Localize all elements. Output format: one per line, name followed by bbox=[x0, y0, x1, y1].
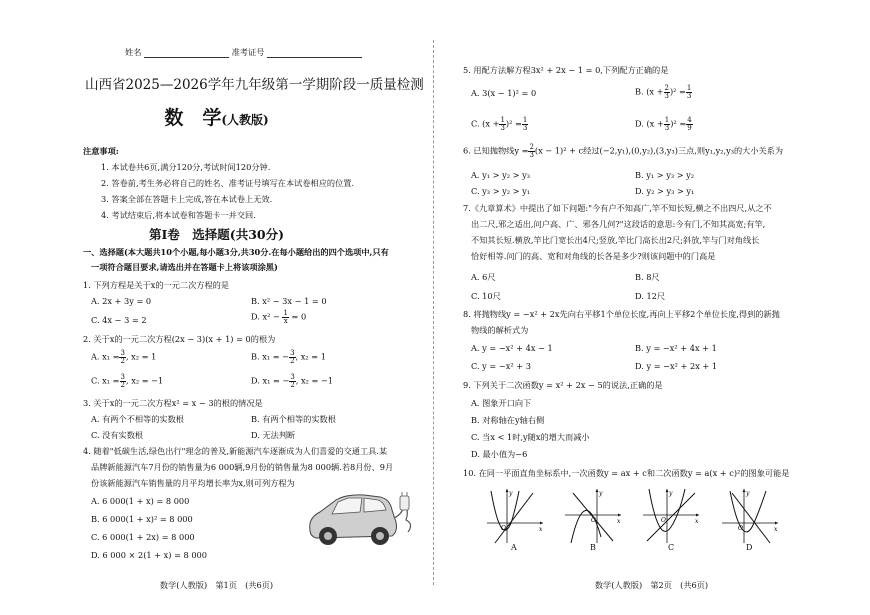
q6-option-a: A. y₁ > y₂ > y₃ bbox=[471, 170, 530, 180]
section-instruction: 一项符合题目要求,请选出并在答题卡上将该项涂黑) bbox=[91, 262, 278, 272]
q10-label-a: A bbox=[511, 543, 517, 552]
q8-option-a: A. y = −x² + 4x − 1 bbox=[471, 343, 553, 353]
q10-label-d: D bbox=[746, 543, 753, 552]
q10-label-b: B bbox=[590, 543, 596, 552]
footer-left: 数学(人教版) 第1页 (共6页) bbox=[159, 580, 274, 590]
q7-stem: 7.《九章算术》中提出了如下问题:"今有户不知高广,竿不知长短,横之不出四尺,从之不 bbox=[463, 203, 772, 213]
subject-title: 数 学 bbox=[164, 107, 222, 129]
q9-option-a: A. 图象开口向下 bbox=[471, 398, 532, 408]
q10-graph-a bbox=[485, 487, 545, 545]
svg-text:O: O bbox=[501, 525, 506, 532]
q1-option-a: A. 2x + 3y = 0 bbox=[91, 296, 152, 306]
q10-graph-c bbox=[641, 487, 701, 545]
q2-option-a: A. x₁ = $\frac{3}{2}$ , x₂ = 1 bbox=[91, 349, 157, 365]
q4-stem: 4. 随着"低碳生活,绿色出行"理念的普及,新能源汽车逐渐成为人们喜爱的交通工具.某 bbox=[83, 446, 388, 456]
q5-option-d: D. (x + $\frac{1}{3}$ )² = $\frac{4}{9}$ bbox=[635, 116, 692, 132]
name-label-row bbox=[125, 47, 362, 58]
svg-text:O: O bbox=[591, 517, 596, 524]
q5-option-c: C. (x + $\frac{1}{3}$ )² = $\frac{1}{3}$ bbox=[471, 116, 528, 132]
footer-right: 数学(人教版) 第2页 (共6页) bbox=[594, 580, 709, 590]
q8-option-c: C. y = −x² + 3 bbox=[471, 361, 531, 371]
subject-heading bbox=[0, 103, 433, 130]
q6-option-c: C. y₃ > y₂ > y₁ bbox=[471, 186, 531, 196]
q6-option-b: B. y₁ > y₃ > y₂ bbox=[635, 170, 695, 180]
q10-stem: 10. 在同一平面直角坐标系中,一次函数y = ax + c和二次函数y = a(x + c)²的图象可能是 bbox=[463, 468, 790, 478]
q2-stem: 2. 关于x的一元二次方程(2x − 3)(x + 1) = 0的根为 bbox=[83, 334, 276, 344]
q10-graph-d bbox=[720, 487, 780, 545]
q3-option-c: C. 没有实数根 bbox=[91, 430, 144, 440]
svg-text:O: O bbox=[738, 525, 743, 532]
q4-option-c: C. 6 000(1 + 2x) = 8 000 bbox=[91, 532, 195, 542]
name-blank bbox=[144, 48, 229, 58]
svg-text:x: x bbox=[695, 518, 699, 525]
q5-option-a: A. 3(x − 1)² = 0 bbox=[471, 88, 537, 98]
q8-stem: 8. 将抛物线y = −x² + 2x先向右平移1个单位长度,再向上平移2个单位长度,得到的新抛 bbox=[463, 309, 780, 319]
q3-stem: 3. 关于x的一元二次方程x² = x − 3的根的情况是 bbox=[83, 398, 263, 408]
section-title: 第Ⅰ卷 选择题(共30分) bbox=[148, 227, 285, 242]
notes-title: 注意事项: bbox=[83, 146, 119, 156]
svg-text:y: y bbox=[746, 490, 750, 497]
exam-no-label: 准考证号 bbox=[231, 47, 265, 57]
exam-no-blank bbox=[267, 48, 362, 58]
q9-option-c: C. 当x < 1时,y随x的增大而减小 bbox=[471, 432, 590, 442]
note-item: 1. 本试卷共6页,满分120分,考试时间120分钟. bbox=[101, 162, 271, 172]
q10-label-c: C bbox=[668, 543, 675, 552]
q7-stem: 恰好相等.问门的高、宽和对角线的长各是多少?则该问题中的门高是 bbox=[471, 251, 716, 261]
q7-stem: 不知其长短.横放,竿比门宽长出4尺;竖放,竿比门高长出2尺;斜放,竿与门对角线长 bbox=[471, 235, 760, 245]
q2-option-c: C. x₁ = $\frac{3}{2}$ , x₂ = −1 bbox=[91, 373, 164, 389]
svg-text:x: x bbox=[774, 526, 778, 533]
q8-stem: 物线的解析式为 bbox=[471, 325, 529, 335]
q9-option-d: D. 最小值为−6 bbox=[471, 449, 528, 459]
q4-option-b: B. 6 000(1 + x)² = 8 000 bbox=[91, 514, 193, 524]
q2-option-b: B. x₁ = − $\frac{3}{2}$ , x₂ = 1 bbox=[251, 349, 326, 365]
q2-option-d: D. x₁ = − $\frac{3}{2}$ , x₂ = −1 bbox=[251, 373, 334, 389]
edition-label: (人教版) bbox=[221, 113, 269, 127]
svg-text:y: y bbox=[599, 490, 603, 497]
q3-option-a: A. 有两个不相等的实数根 bbox=[91, 414, 184, 424]
q1-stem: 1. 下列方程是关于x的一元二次方程的是 bbox=[83, 280, 230, 290]
exam-title: 山西省2025—2026学年九年级第一学期阶段一质量检测 bbox=[85, 77, 424, 93]
note-item: 4. 考试结束后,将本试卷和答题卡一并交回. bbox=[101, 210, 256, 220]
q4-stem: 品牌新能源汽车7月份的销售量为6 000辆,9月份的销售量为8 000辆.若8月份、9月 bbox=[91, 462, 394, 472]
svg-text:x: x bbox=[617, 518, 621, 525]
note-item: 3. 答案全部在答题卡上完成,答在本试卷上无效. bbox=[101, 194, 273, 204]
q7-option-a: A. 6尺 bbox=[471, 272, 496, 282]
q7-stem: 出二尺,邪之适出,问户高、广、邪各几何?"这段话的意思:今有门,不知其高宽;有竿, bbox=[471, 219, 766, 229]
q4-option-a: A. 6 000(1 + x) = 8 000 bbox=[91, 496, 190, 506]
q10-graph-b bbox=[563, 487, 623, 545]
q6-stem: 6. 已知抛物线y = $\frac{2}{3}$ (x − 1)² + c经过(−2,y₁),(0,y₂),(3,y₃)三点,则y₁,y₂,y₃的大小关系为 bbox=[463, 143, 784, 159]
q9-stem: 9. 下列关于二次函数y = x² + 2x − 5的说法,正确的是 bbox=[463, 380, 663, 390]
svg-text:O: O bbox=[661, 517, 666, 524]
q7-option-b: B. 8尺 bbox=[635, 272, 660, 282]
q1-option-c: C. 4x − 3 = 2 bbox=[91, 315, 147, 325]
name-label: 姓名 bbox=[125, 47, 142, 57]
q7-option-c: C. 10尺 bbox=[471, 291, 501, 301]
section-instruction: 一、选择题(本大题共10个小题,每小题3分,共30分.在每小题给出的四个选项中,只有 bbox=[83, 247, 389, 257]
note-item: 2. 答卷前,考生务必将自己的姓名、准考证号填写在本试卷相应的位置. bbox=[101, 178, 355, 188]
q3-option-b: B. 有两个相等的实数根 bbox=[251, 414, 336, 424]
q6-option-d: D. y₂ > y₃ > y₁ bbox=[635, 186, 695, 196]
svg-text:x: x bbox=[539, 526, 543, 533]
svg-text:y: y bbox=[509, 490, 513, 497]
q1-option-d: D. x² − $\frac{1}{x}$ = 0 bbox=[251, 309, 307, 325]
q4-stem: 份该新能源汽车销售量的月平均增长率为x,则可列方程为 bbox=[91, 478, 295, 488]
q5-stem: 5. 用配方法解方程3x² + 2x − 1 = 0,下列配方正确的是 bbox=[463, 65, 669, 75]
q1-option-b: B. x² − 3x − 1 = 0 bbox=[251, 296, 327, 306]
q4-option-d: D. 6 000 × 2(1 + x) = 8 000 bbox=[91, 550, 207, 560]
electric-car-illustration bbox=[302, 488, 417, 553]
page-divider bbox=[433, 40, 434, 585]
q9-option-b: B. 对称轴在y轴右侧 bbox=[471, 415, 545, 425]
q8-option-b: B. y = −x² + 4x + 1 bbox=[635, 343, 717, 353]
svg-text:y: y bbox=[669, 490, 673, 497]
q3-option-d: D. 无法判断 bbox=[251, 430, 296, 440]
q7-option-d: D. 12尺 bbox=[635, 291, 666, 301]
q5-option-b: B. (x + $\frac{2}{3}$ )² = $\frac{1}{3}$ bbox=[635, 84, 692, 100]
q8-option-d: D. y = −x² + 2x + 1 bbox=[635, 361, 718, 371]
